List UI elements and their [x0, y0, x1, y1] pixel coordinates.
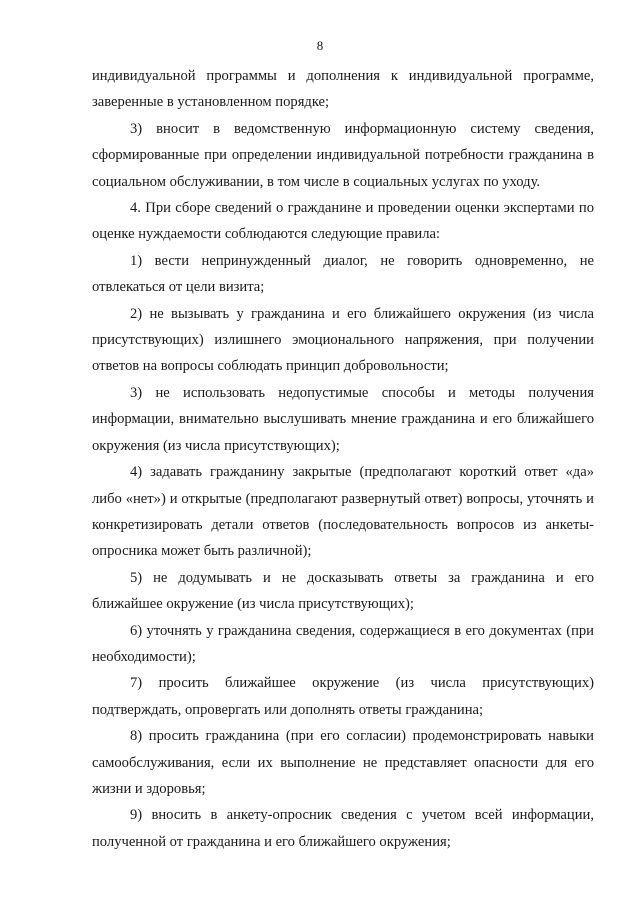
paragraph-rule-7: 7) просить ближайшее окружение (из числа присутствующих) подтверждать, опровергать или дополнять ответы гражданина; — [92, 675, 594, 718]
paragraph-clause-4: 4. При сборе сведений о гражданине и проведении оценки экспертами по оценке нуждаемости соблюдаются следующие правила: — [92, 200, 594, 243]
paragraph-rule-8: 8) просить гражданина (при его согласии) продемонстрировать навыки самообслуживания, если их выполнение не представляет опасности для его жизни и здоровья; — [92, 728, 594, 797]
paragraph-rule-9: 9) вносить в анкету-опросник сведения с учетом всей информации, полученной от гражданина и его ближайшего окружения; — [92, 807, 594, 850]
paragraph-item-3: 3) вносит в ведомственную информационную систему сведения, сформированные при определении индивидуальной потребности гражданина в социальном обслуживании, в том числе в социальных услугах по уходу. — [92, 120, 594, 190]
paragraph-rule-5: 5) не додумывать и не досказывать ответы за гражданина и его ближайшее окружение (из числа присутствующих); — [92, 569, 594, 613]
document-body — [92, 63, 594, 855]
paragraph-rule-3: 3) не использовать недопустимые способы и методы получения информации, внимательно выслушивать мнение гражданина и его ближайшего окружения (из числа присутствующих); — [92, 384, 594, 454]
paragraph-rule-2: 2) не вызывать у гражданина и его ближайшего окружения (из числа присутствующих) излишнего эмоционального напряжения, при получении ответов на вопросы соблюдать принцип добровольности; — [92, 305, 594, 375]
paragraph-continuation: индивидуальной программы и дополнения к индивидуальной программе, заверенные в установленном порядке; — [92, 68, 594, 111]
paragraph-rule-1: 1) вести непринужденный диалог, не говорить одновременно, не отвлекаться от цели визита; — [92, 252, 594, 296]
paragraph-rule-4: 4) задавать гражданину закрытые (предполагают короткий ответ «да» либо «нет») и открытые (предполагают развернутый ответ) вопросы, уточнять и конкретизировать детали ответов (последовательность вопросов из анкеты-опросника может быть различной); — [92, 464, 594, 560]
paragraph-rule-6: 6) уточнять у гражданина сведения, содержащиеся в его документах (при необходимости); — [92, 622, 594, 665]
page-number: 8 — [316, 38, 324, 53]
